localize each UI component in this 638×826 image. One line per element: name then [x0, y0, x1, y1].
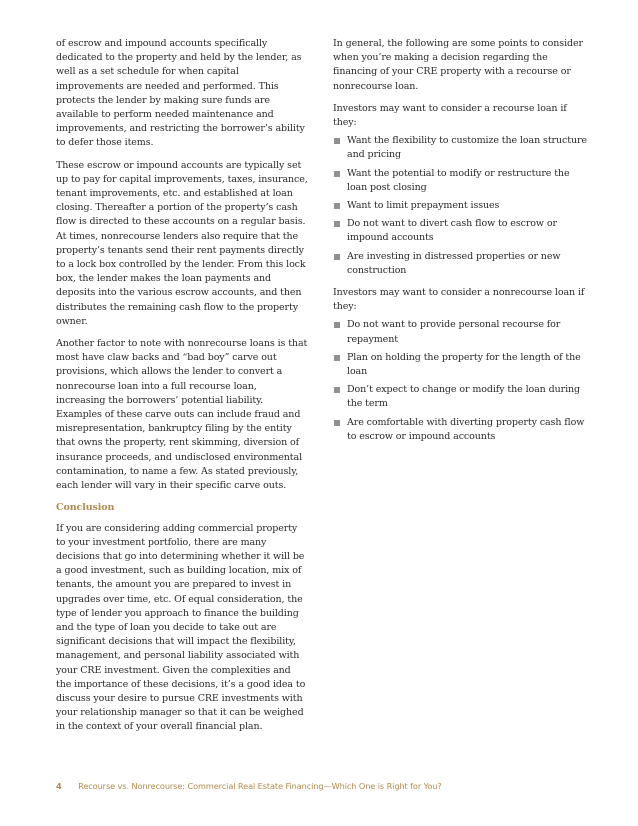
list-item [333, 351, 591, 379]
list-item-text: Don’t expect to change or modify the loan during the term [347, 384, 581, 410]
square-bullet-icon [334, 203, 340, 209]
list-item-text: Want the flexibility to customize the loan structure and pricing [347, 135, 587, 161]
paragraph-carve-outs: Another factor to note with nonrecourse loans is that most have claw backs and “bad boy” carve out provisions, which allows the lender to convert a nonrecourse loan into a full recourse loan, increasing the borrowers’ potential liability. Examples of these carve outs can include fraud and misrepresentation, bankruptcy filing by the entity that owns the property, rent skimming, diversion of insurance proceeds, and undisclosed environmental contamination, to name a few. As stated previously, each lender will vary in their specific carve outs. [56, 338, 308, 492]
paragraph-intro: In general, the following are some points to consider when you’re making a decision regarding the financing of your CRE property with a recourse or nonrecourse loan. [333, 38, 583, 92]
square-bullet-icon [334, 221, 340, 227]
list-item-text: Plan on holding the property for the length of the loan [347, 351, 581, 378]
list-item [333, 250, 591, 278]
paragraph-escrow-accounts: of escrow and impound accounts specifically dedicated to the property and held by the lender, as well as a set schedule for when capital improvements are needed and performed. This protects the lender by making sure funds are available to perform needed maintenance and improvements, and restricting the borrower’s ability to defer those items. [56, 38, 305, 149]
footer-title: Recourse vs. Nonrecourse: Commercial Real Estate Financing—Which One is Right for You? [78, 781, 442, 791]
list-item [333, 134, 591, 162]
list-item-text: Do not want to provide personal recourse for repayment [347, 319, 561, 345]
recourse-lead: Investors may want to consider a recourse loan if they: [333, 102, 567, 129]
list-item [333, 199, 591, 213]
list-item [333, 416, 591, 444]
list-item-text: Want the potential to modify or restructure the loan post closing [347, 167, 570, 193]
list-item-text: Do not want to divert cash flow to escrow or impound accounts [347, 218, 557, 244]
recourse-list [333, 134, 591, 278]
square-bullet-icon [334, 420, 340, 426]
list-item-text: Want to limit prepayment issues [347, 200, 500, 212]
square-bullet-icon [334, 254, 340, 260]
square-bullet-icon [334, 171, 340, 177]
list-item-text: Are comfortable with diverting property cash flow to escrow or impound accounts [347, 416, 585, 442]
square-bullet-icon [334, 322, 340, 328]
square-bullet-icon [334, 138, 340, 144]
list-item [333, 318, 591, 346]
left-column [56, 37, 308, 743]
nonrecourse-list [333, 318, 591, 444]
list-item [333, 383, 591, 411]
square-bullet-icon [334, 387, 340, 393]
conclusion-heading: Conclusion [56, 502, 115, 514]
right-column [333, 37, 591, 452]
page-number: 4 [56, 781, 62, 791]
page-footer [56, 781, 442, 791]
square-bullet-icon [334, 355, 340, 361]
list-item [333, 217, 591, 245]
paragraph-impound-accounts: These escrow or impound accounts are typically set up to pay for capital improvements, taxes, insurance, tenant improvements, etc. and established at loan closing. Thereafter a portion of the property’s cash flow is directed to these accounts on a regular basis. At times, nonrecourse lenders also require that the property’s tenants send their rent payments directly to a lock box controlled by the lender. From this lock box, the lender makes the loan payments and deposits into the various escrow accounts, and then distributes the remaining cash flow to the property owner. [56, 159, 308, 327]
list-item-text: Are investing in distressed properties or new construction [347, 250, 561, 276]
list-item [333, 167, 591, 195]
paragraph-conclusion: If you are considering adding commercial property to your investment portfolio, there are many decisions that go into determining whether it will be a good investment, such as building location, mix of tenants, the amount you are prepared to invest in upgrades over time, etc. Of equal consideration, the type of lender you approach to finance the building and the type of loan you decide to take out are significant decisions that will impact the flexibility, management, and personal liability associated with your CRE investment. Given the complexities and the importance of these decisions, it’s a good idea to discuss your desire to pursue CRE investments with your relationship manager so that it can be weighed in the context of your overall financial plan. [56, 522, 306, 733]
nonrecourse-lead: Investors may want to consider a nonrecourse loan if they: [333, 287, 585, 313]
